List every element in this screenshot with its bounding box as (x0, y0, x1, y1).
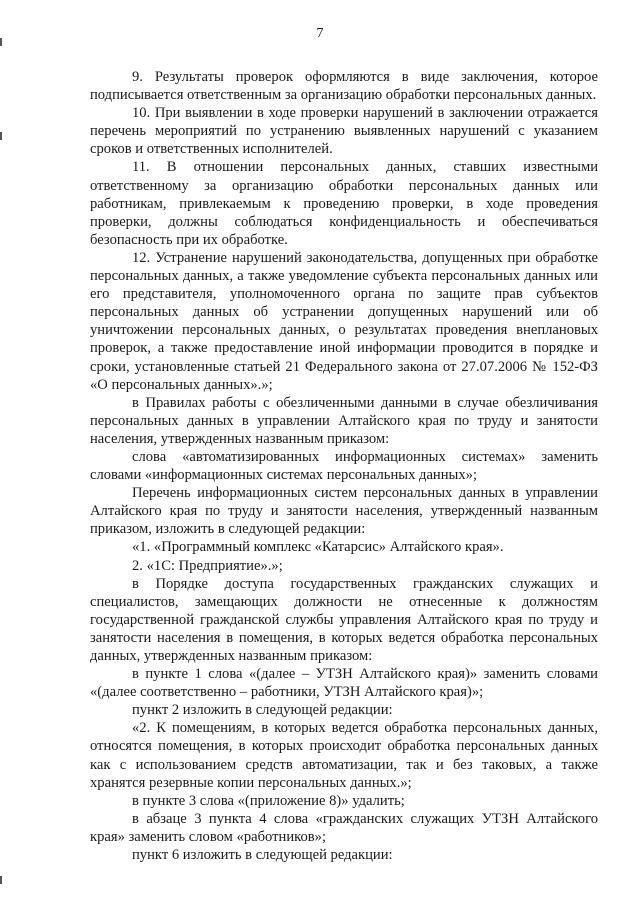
paragraph-point-2-intro: пункт 2 изложить в следующей редакции: (132, 702, 393, 719)
paragraph-10: 10. При выявлении в ходе проверки нарушений в заключении отражается перечень мероприятий по устранению выявленных нарушений с указанием сроков и ответственных исполнителей. (90, 105, 598, 158)
page-number: 7 (316, 26, 324, 41)
paragraph-12: 12. Устранение нарушений законодательства, допущенных при обработке персональных данных, а также уведомление субъекта персональных данных или его представителя, уполномоченного органа по защите прав субъектов персональных данных об устранении допущенных нарушений или об уничтожении персональных данных, о результатах проведения внеплановых проверок, а также предоставление иной информации проводится в порядке и сроки, установленные статьей 21 Федерального закона от 27.07.2006 № 152-ФЗ «О персональных данных».»; (90, 249, 598, 393)
scan-margin-mark (0, 876, 2, 884)
paragraph-system-2: 2. «1С: Предприятие».»; (132, 557, 283, 574)
scan-margin-mark (0, 132, 2, 140)
paragraph-access-order: в Порядке доступа государственных гражданских служащих и специалистов, замещающих должности не отнесенные к должностям государственной гражданской службы управления Алтайского края по труду и занятости населения в помещения, в которых ведется обработка персональных данных, утвержденных названным приказом: (90, 575, 598, 664)
paragraph-systems-list: Перечень информационных систем персональных данных в управлении Алтайского края по труду и занятости населения, утвержденный названным приказом, изложить в следующей редакции: (90, 485, 598, 538)
paragraph-system-1: «1. «Программный комплекс «Катарсис» Алтайского края». (132, 539, 504, 556)
paragraph-point-3: в пункте 3 слова «(приложение 8)» удалить; (132, 792, 405, 809)
paragraph-11: 11. В отношении персональных данных, ставших известными ответственному за организацию обработки персональных данных или работникам, привлекаемым к проведению проверки, в ходе проведения проверки, должны соблюдаться конфиденциальность и обеспечиваться безопасность при их обработке. (90, 159, 598, 248)
paragraph-replace-words: слова «автоматизированных информационных системах» заменить словами «информационных системах персональных данных»; (90, 448, 598, 484)
paragraph-rules-anonymized: в Правилах работы с обезличенными данными в случае обезличивания персональных данных в управлении Алтайского края по труду и занятости населения, утвержденных названным приказом: (90, 394, 598, 447)
paragraph-point-2-text: «2. К помещениям, в которых ведется обработка персональных данных, относятся помещения, в которых происходит обработка персональных данных как с использованием средств автоматизации, так и без таковых, а также хранятся резервные копии персональных данных.»; (90, 720, 598, 791)
document-body (90, 68, 598, 864)
paragraph-point-4: в абзаце 3 пункта 4 слова «гражданских служащих УТЗН Алтайского края» заменить словом «работников»; (90, 810, 598, 845)
paragraph-point-6-intro: пункт 6 изложить в следующей редакции: (132, 847, 393, 864)
paragraph-9: 9. Результаты проверок оформляются в виде заключения, которое подписывается ответственным за организацию обработки персональных данных. (90, 69, 598, 104)
paragraph-point-1: в пункте 1 слова «(далее – УТЗН Алтайского края)» заменить словами «(далее соответственно – работники, УТЗН Алтайского края)»; (90, 666, 598, 701)
